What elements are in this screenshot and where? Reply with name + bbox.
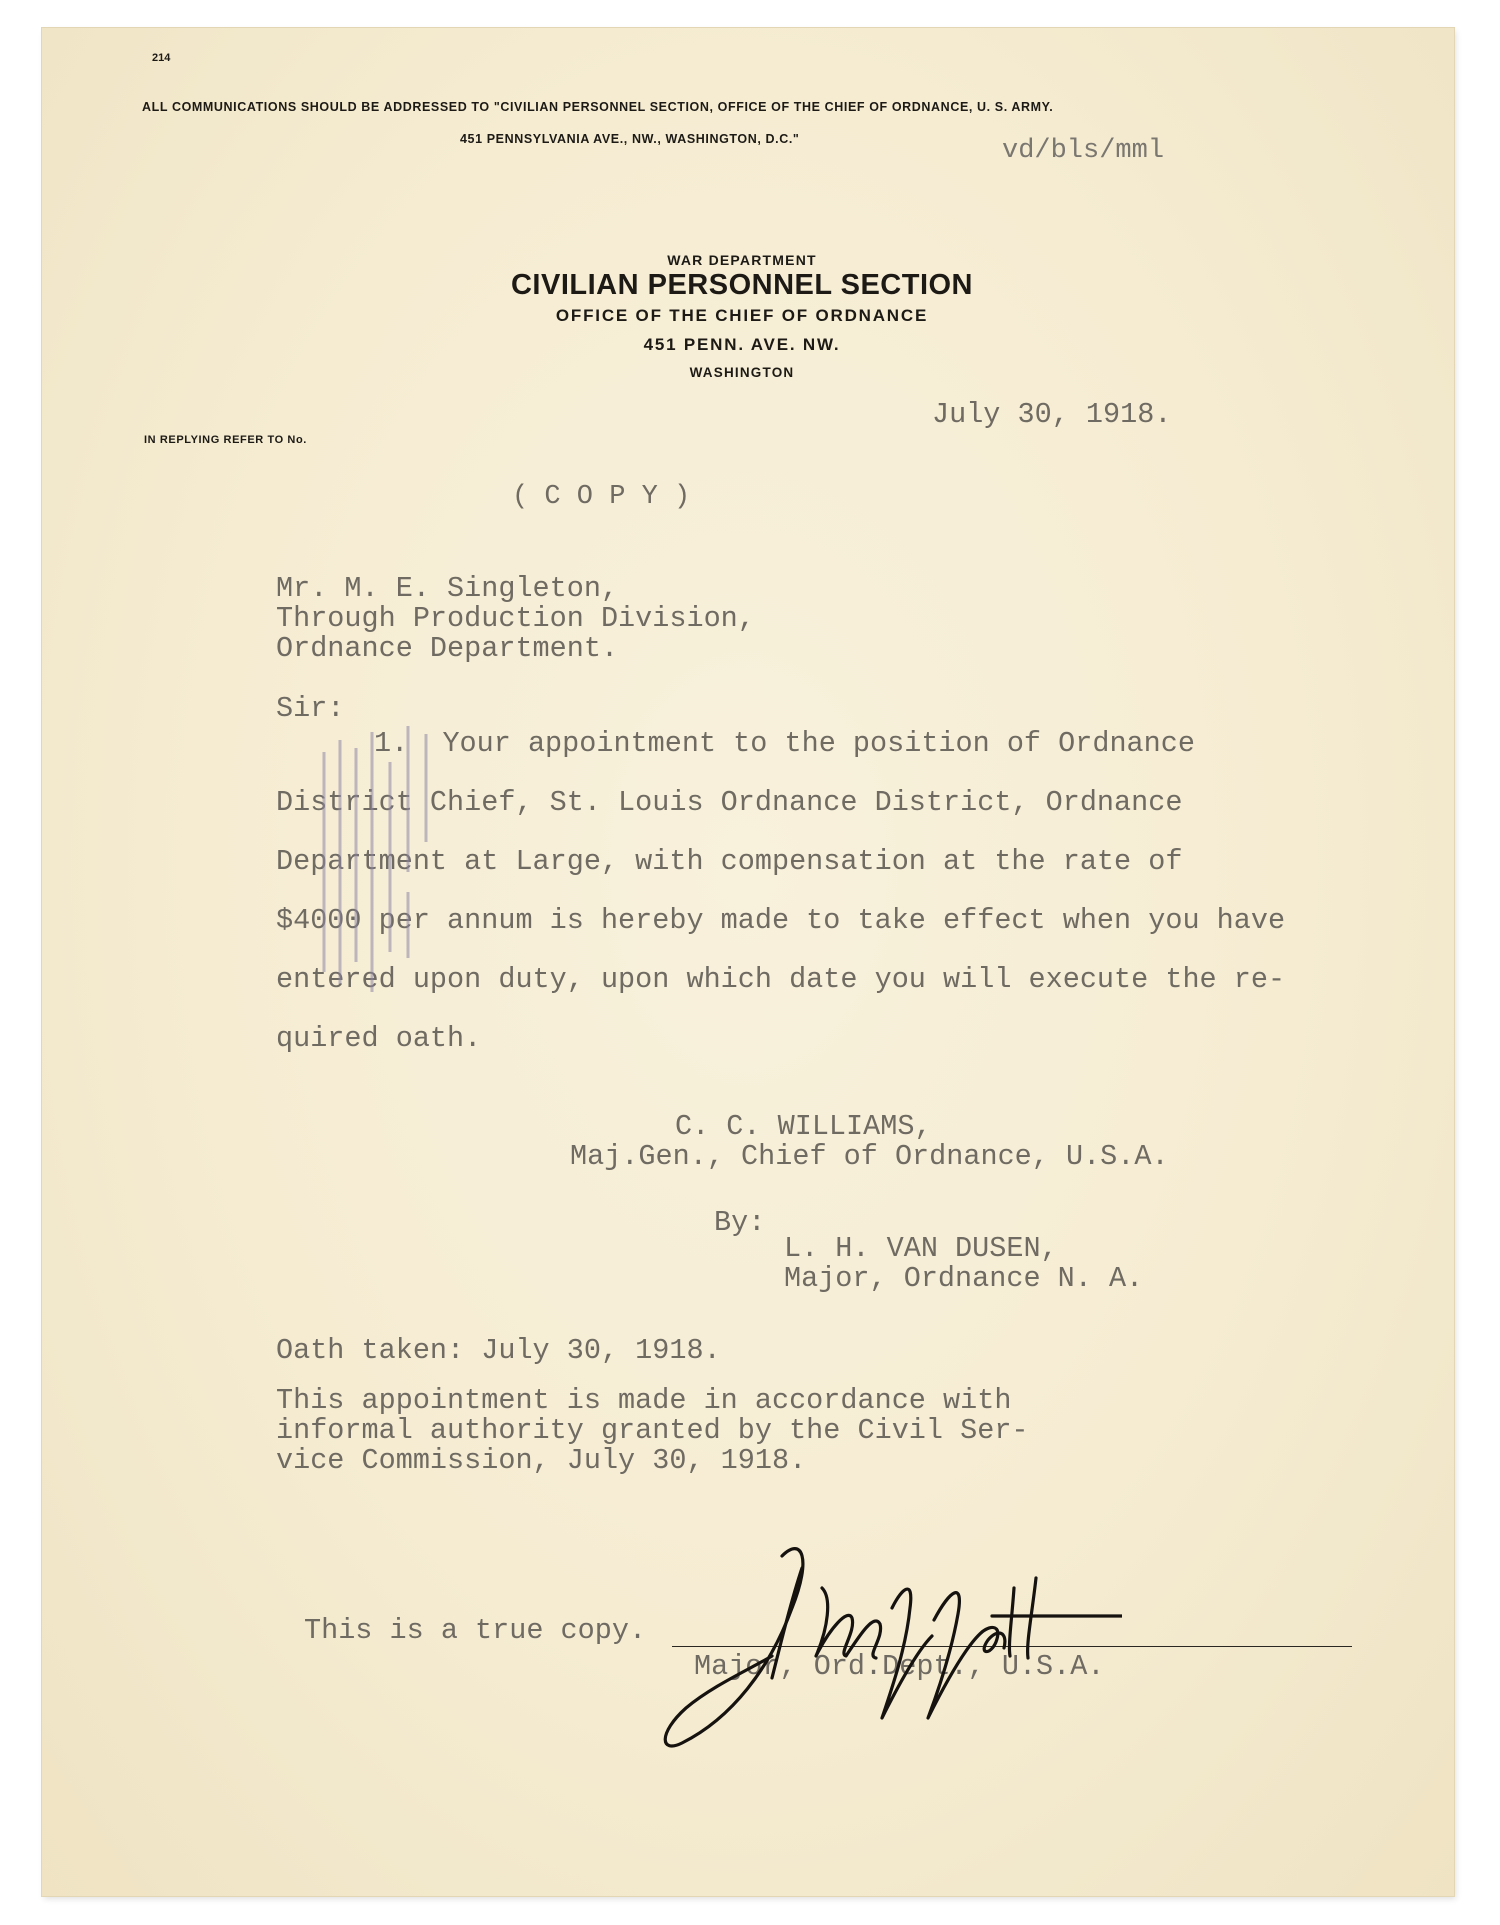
letterhead-section: CIVILIAN PERSONNEL SECTION	[510, 269, 974, 301]
copy-mark: ( C O P Y )	[512, 482, 691, 512]
certifier-title: Major, Ord.Dept., U.S.A.	[694, 1650, 1105, 1683]
recipient-line: Ordnance Department.	[276, 632, 619, 665]
signer-name: C. C. WILLIAMS,	[675, 1110, 932, 1143]
reference-initials: vd/bls/mml	[1002, 136, 1165, 166]
body-line: $4000 per annum is hereby made to take effect when you have	[276, 904, 1286, 937]
signature-block	[570, 1112, 1169, 1172]
by-label: By:	[714, 1206, 766, 1239]
address-notice-line-1: ALL COMMUNICATIONS SHOULD BE ADDRESSED TO "CIVILIAN PERSONNEL SECTION, OFFICE OF THE CHIEF OF ORDNANCE, U. S. ARMY.	[142, 100, 1054, 114]
recipient-block	[276, 574, 755, 664]
received-stamp	[310, 722, 440, 1010]
body-line: Department at Large, with compensation at the rate of	[276, 845, 1183, 878]
letterhead-city: WASHINGTON	[689, 365, 795, 380]
agent-name: L. H. VAN DUSEN,	[784, 1232, 1058, 1265]
document-page	[42, 28, 1454, 1896]
body-line: entered upon duty, upon which date you will execute the re-	[276, 963, 1286, 996]
paragraph-number: 1.	[374, 727, 409, 760]
agent-title: Major, Ordnance N. A.	[784, 1262, 1144, 1295]
recipient-line: Mr. M. E. Singleton,	[276, 572, 619, 605]
true-copy-label: This is a true copy.	[304, 1614, 647, 1647]
authority-note	[276, 1386, 1029, 1476]
address-notice-line-2: 451 PENNSYLVANIA AVE., NW., WASHINGTON, D.C."	[460, 132, 800, 146]
salutation: Sir:	[276, 692, 345, 725]
note-line: informal authority granted by the Civil Ser-	[276, 1414, 1029, 1447]
letterhead-block	[472, 252, 1012, 380]
oath-taken-line: Oath taken: July 30, 1918.	[276, 1334, 721, 1367]
recipient-line: Through Production Division,	[276, 602, 755, 635]
letterhead-street: 451 PENN. AVE. NW.	[643, 335, 841, 354]
body-line: quired oath.	[276, 1022, 482, 1055]
form-number: 214	[152, 52, 171, 64]
letterhead-office: OFFICE OF THE CHIEF OF ORDNANCE	[555, 306, 929, 325]
reply-refer-label: IN REPLYING REFER TO No.	[144, 434, 307, 446]
letter-date: July 30, 1918.	[932, 398, 1172, 431]
body-line-text: Your appointment to the position of Ordnance	[442, 727, 1195, 760]
agent-block	[784, 1234, 1143, 1294]
body-line: District Chief, St. Louis Ordnance District, Ordnance	[276, 786, 1183, 819]
signer-title: Maj.Gen., Chief of Ordnance, U.S.A.	[570, 1140, 1169, 1173]
note-line: This appointment is made in accordance with	[276, 1384, 1012, 1417]
note-line: vice Commission, July 30, 1918.	[276, 1444, 807, 1477]
handwritten-signature	[652, 1528, 1122, 1788]
letterhead-department: WAR DEPARTMENT	[667, 252, 817, 268]
